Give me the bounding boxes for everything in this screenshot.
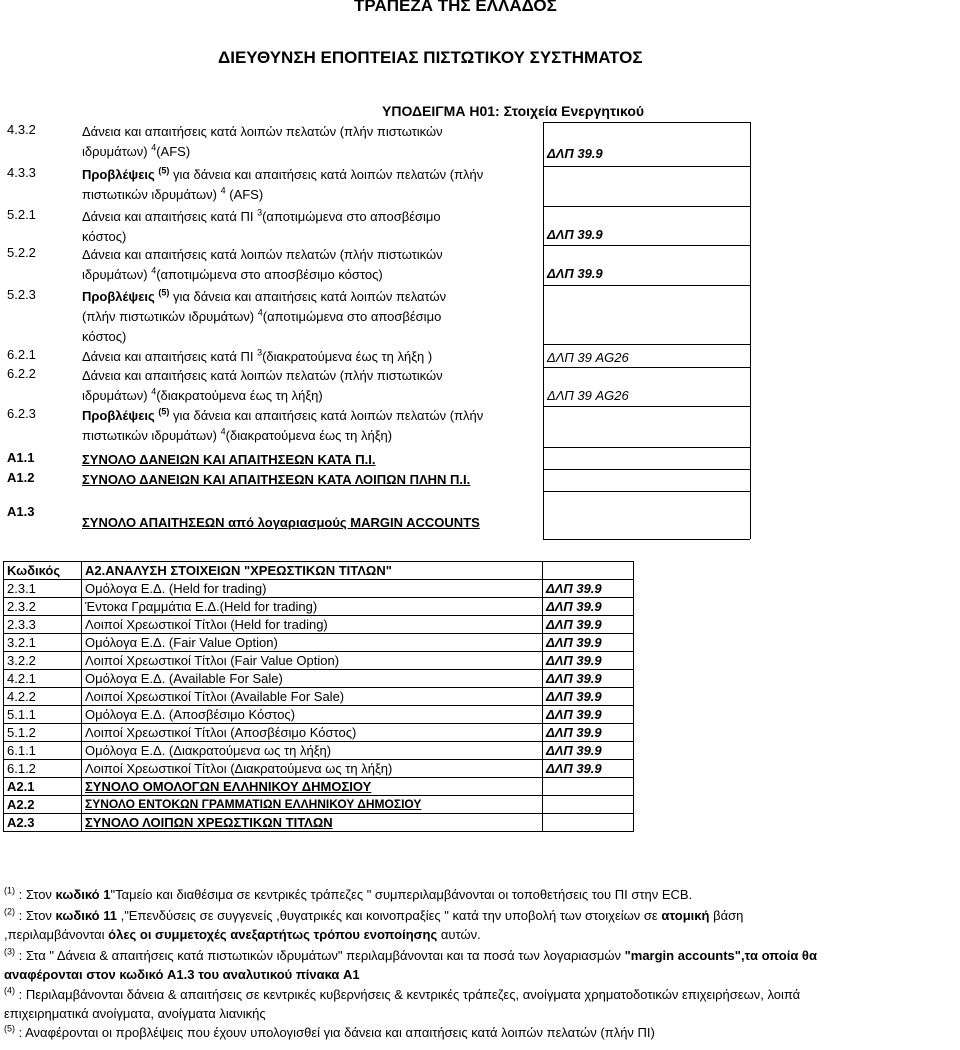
ias-reference: ΔΛΠ 39.9: [543, 688, 634, 706]
ias-reference: ΔΛΠ 39.9: [543, 742, 634, 760]
footnote-5: $^{(5)}$ : Αναφέρονται οι προβλέψεις που έχουν υπολογισθεί για δάνεια και απαιτήσεις κατά λοιπών πελατών (πλήν ΠΙ): [4, 1023, 655, 1040]
row-description: Λοιποί Χρεωστικοί Τίτλοι (Available For Sale): [82, 688, 543, 706]
ias-reference: ΔΛΠ 39.9: [543, 652, 634, 670]
row-code: 6.2.1: [7, 347, 36, 362]
row-description: Ομόλογα Ε.Δ. (Held for trading): [82, 580, 543, 598]
value-cell: [634, 670, 791, 688]
ias-reference: ΔΛΠ 39.9: [543, 670, 634, 688]
row-code: 6.2.3: [7, 406, 36, 421]
ias-reference: ΔΛΠ 39.9: [543, 706, 634, 724]
row-description: Λοιποί Χρεωστικοί Τίτλοι (Αποσβέσιμο Κόστος): [82, 724, 543, 742]
row-code: 6.2.2: [7, 366, 36, 381]
row-code: 3.2.2: [4, 652, 82, 670]
row-code: A2.3: [4, 814, 82, 832]
row-description: ΣΥΝΟΛΟ ΟΜΟΛΟΓΩΝ ΕΛΛΗΝΙΚΟΥ ΔΗΜΟΣΙΟΥ: [82, 778, 543, 796]
row-code: A1.1: [7, 450, 35, 465]
value-cell: [634, 598, 791, 616]
table-row: [4, 670, 791, 688]
row-code: A2.2: [4, 796, 82, 814]
ias-reference: [543, 814, 634, 832]
value-cell: [634, 814, 791, 832]
row-code: 5.2.1: [7, 207, 36, 222]
row-code: 5.2.2: [7, 245, 36, 260]
value-cell: [634, 742, 791, 760]
table-row: [4, 652, 791, 670]
ias-reference: ΔΛΠ 39.9: [547, 227, 603, 242]
table-row: [4, 580, 791, 598]
table-row: [4, 706, 791, 724]
value-cell: [634, 796, 791, 814]
row-description: Προβλέψεις $^{(5)}$ για δάνεια και απαιτήσεις κατά λοιπών πελατών (πλήν πιστωτικών ιδρυμάτων) $^4$(αποτιμώμενα στο αποσβέσιμο κόστος): [82, 287, 447, 344]
row-code: 3.2.1: [4, 634, 82, 652]
table-row: [4, 742, 791, 760]
row-description: ΣΥΝΟΛΟ ΔΑΝΕΙΩΝ ΚΑΙ ΑΠΑΙΤΗΣΕΩΝ ΚΑΤΑ Π.Ι.: [82, 452, 376, 467]
value-cell: [634, 688, 791, 706]
footnote-4: $^{(4)}$ : Περιλαμβάνονται δάνεια & απαιτήσεις σε κεντρικές κυβερνήσεις & κεντρικές τράπεζες, ανοίγματα χρηματοδοτικών επιχειρήσεων, λοιπά επιχειρηματικά ανοίγματα, ανοίγματα λιανικής: [4, 985, 801, 1021]
ias-reference: ΔΛΠ 39.9: [543, 634, 634, 652]
row-description: Λοιποί Χρεωστικοί Τίτλοι (Διακρατούμενα ως τη λήξη): [82, 760, 543, 778]
row-description: Προβλέψεις $^{(5)}$ για δάνεια και απαιτήσεις κατά λοιπών πελατών (πλήν πιστωτικών ιδρυμάτων) $^4$ (AFS): [82, 165, 484, 202]
row-description: Δάνεια και απαιτήσεις κατά ΠΙ $^3$(διακρατούμενα έως τη λήξη ): [82, 347, 433, 364]
ias-reference: ΔΛΠ 39.9: [543, 724, 634, 742]
row-code: 4.3.3: [7, 165, 36, 180]
row-description: Ομόλογα Ε.Δ. (Αποσβέσιμο Κόστος): [82, 706, 543, 724]
footnote-1: $^{(1)}$ : Στον κωδικό 1"Ταμείο και διαθέσιμα σε κεντρικές τράπεζες " συμπεριλαμβάνονται οι τοποθετήσεις του ΠΙ στην ECB.: [4, 885, 693, 902]
table-header-row: [4, 562, 791, 580]
row-description: Ομόλογα Ε.Δ. (Fair Value Option): [82, 634, 543, 652]
ias-reference: ΔΛΠ 39.9: [543, 760, 634, 778]
row-code: 5.1.1: [4, 706, 82, 724]
table-row: [4, 760, 791, 778]
row-description: Δάνεια και απαιτήσεις κατά λοιπών πελατών (πλήν πιστωτικών ιδρυμάτων) $^4$(αποτιμώμενα στο αποσβέσιμο κόστος): [82, 247, 443, 282]
row-code: A2.1: [4, 778, 82, 796]
row-description: Έντοκα Γραμμάτια Ε.Δ.(Held for trading): [82, 598, 543, 616]
value-cell: [634, 778, 791, 796]
row-description: Προβλέψεις $^{(5)}$ για δάνεια και απαιτήσεις κατά λοιπών πελατών (πλήν πιστωτικών ιδρυμάτων) $^4$(διακρατούμενα έως τη λήξη): [82, 406, 484, 443]
value-cell: [634, 760, 791, 778]
ias-reference: ΔΛΠ 39.9: [547, 146, 603, 161]
row-description: Δάνεια και απαιτήσεις κατά λοιπών πελατών (πλήν πιστωτικών ιδρυμάτων) $^4$(AFS): [82, 124, 443, 159]
ias-reference: [543, 796, 634, 814]
value-cell: [634, 652, 791, 670]
column-header-title: A2.ΑΝΑΛΥΣΗ ΣΤΟΙΧΕΙΩΝ "ΧΡΕΩΣΤΙΚΩΝ ΤΙΤΛΩΝ": [82, 562, 543, 580]
table-row: [4, 688, 791, 706]
ias-reference: ΔΛΠ 39.9: [543, 580, 634, 598]
bank-title: ΤΡΑΠΕΖΑ ΤΗΣ ΕΛΛΑΔΟΣ: [354, 0, 557, 15]
table-row: [4, 598, 791, 616]
value-cell: [634, 580, 791, 598]
value-cell: [634, 616, 791, 634]
a2-debt-securities-table: [3, 561, 790, 832]
row-code: 4.2.1: [4, 670, 82, 688]
table-row: [4, 796, 791, 814]
row-code: 5.2.3: [7, 287, 36, 302]
row-code: 4.2.2: [4, 688, 82, 706]
value-cell: [634, 634, 791, 652]
row-code: 5.1.2: [4, 724, 82, 742]
row-description: ΣΥΝΟΛΟ ΛΟΙΠΩΝ ΧΡΕΩΣΤΙΚΩΝ ΤΙΤΛΩΝ: [82, 814, 543, 832]
row-description: Λοιποί Χρεωστικοί Τίτλοι (Fair Value Option): [82, 652, 543, 670]
table-row: [4, 724, 791, 742]
ias-reference: [543, 778, 634, 796]
value-cell: [634, 724, 791, 742]
ias-reference: ΔΛΠ 39.9: [543, 616, 634, 634]
row-description: ΣΥΝΟΛΟ ΑΠΑΙΤΗΣΕΩΝ από λογαριασμούς MARGIN ACCOUNTS: [82, 515, 480, 530]
row-description: Λοιποί Χρεωστικοί Τίτλοι (Held for trading): [82, 616, 543, 634]
ias-reference: ΔΛΠ 39.9: [543, 598, 634, 616]
row-code: 2.3.2: [4, 598, 82, 616]
row-description: Ομόλογα Ε.Δ. (Διακρατούμενα ως τη λήξη): [82, 742, 543, 760]
row-code: A1.3: [7, 504, 35, 519]
table-row: [4, 616, 791, 634]
row-description: ΣΥΝΟΛΟ ΕΝΤΟΚΩΝ ΓΡΑΜΜΑΤΙΩΝ ΕΛΛΗΝΙΚΟΥ ΔΗΜΟΣΙΟΥ: [82, 796, 543, 814]
table-row: [4, 778, 791, 796]
footnote-2: $^{(2)}$ : Στον κωδικό 11 ,"Επενδύσεις σε συγγενείς ,θυγατρικές και κοινοπραξίες " κατά την υποβολή των στοιχείων σε ατομική βάση ,περιλαμβάνονται όλες οι συμμετοχές ανεξαρτήτως τρόπου ενοποίησης αυτών.: [4, 906, 744, 942]
ias-reference: ΔΛΠ 39 AG26: [547, 388, 629, 403]
row-description: Ομόλογα Ε.Δ. (Available For Sale): [82, 670, 543, 688]
row-code: 4.3.2: [7, 122, 36, 137]
ias-reference: ΔΛΠ 39.9: [547, 266, 603, 281]
row-description: Δάνεια και απαιτήσεις κατά λοιπών πελατών (πλήν πιστωτικών ιδρυμάτων) $^4$(διακρατούμενα έως τη λήξη): [82, 368, 443, 403]
row-code: 2.3.3: [4, 616, 82, 634]
template-title: ΥΠΟΔΕΙΓΜΑ Η01: Στοιχεία Ενεργητικού: [382, 103, 645, 119]
table-row: [4, 634, 791, 652]
row-description: ΣΥΝΟΛΟ ΔΑΝΕΙΩΝ ΚΑΙ ΑΠΑΙΤΗΣΕΩΝ ΚΑΤΑ ΛΟΙΠΩΝ ΠΛΗΝ Π.Ι.: [82, 472, 471, 487]
row-code: A1.2: [7, 470, 35, 485]
directorate-title: ΔΙΕΥΘΥΝΣΗ ΕΠΟΠΤΕΙΑΣ ΠΙΣΤΩΤΙΚΟΥ ΣΥΣΤΗΜΑΤΟΣ: [218, 48, 643, 67]
row-code: 6.1.1: [4, 742, 82, 760]
ias-reference: ΔΛΠ 39 AG26: [547, 350, 629, 365]
row-code: 6.1.2: [4, 760, 82, 778]
value-cell: [634, 706, 791, 724]
row-code: 2.3.1: [4, 580, 82, 598]
table-row: [4, 814, 791, 832]
column-header-code: Κωδικός: [4, 562, 82, 580]
footnote-3: $^{(3)}$ : Στα " Δάνεια & απαιτήσεις κατά πιστωτικών ιδρυμάτων" περιλαμβάνονται και τα ποσά των λογαριασμών "margin accounts",τα οποία θα αναφέρονται στον κωδικό A1.3 του αναλυτικού πίνακα A1: [4, 946, 817, 982]
row-description: Δάνεια και απαιτήσεις κατά ΠΙ $^3$(αποτιμώμενα στο αποσβέσιμο κόστος): [82, 207, 441, 244]
